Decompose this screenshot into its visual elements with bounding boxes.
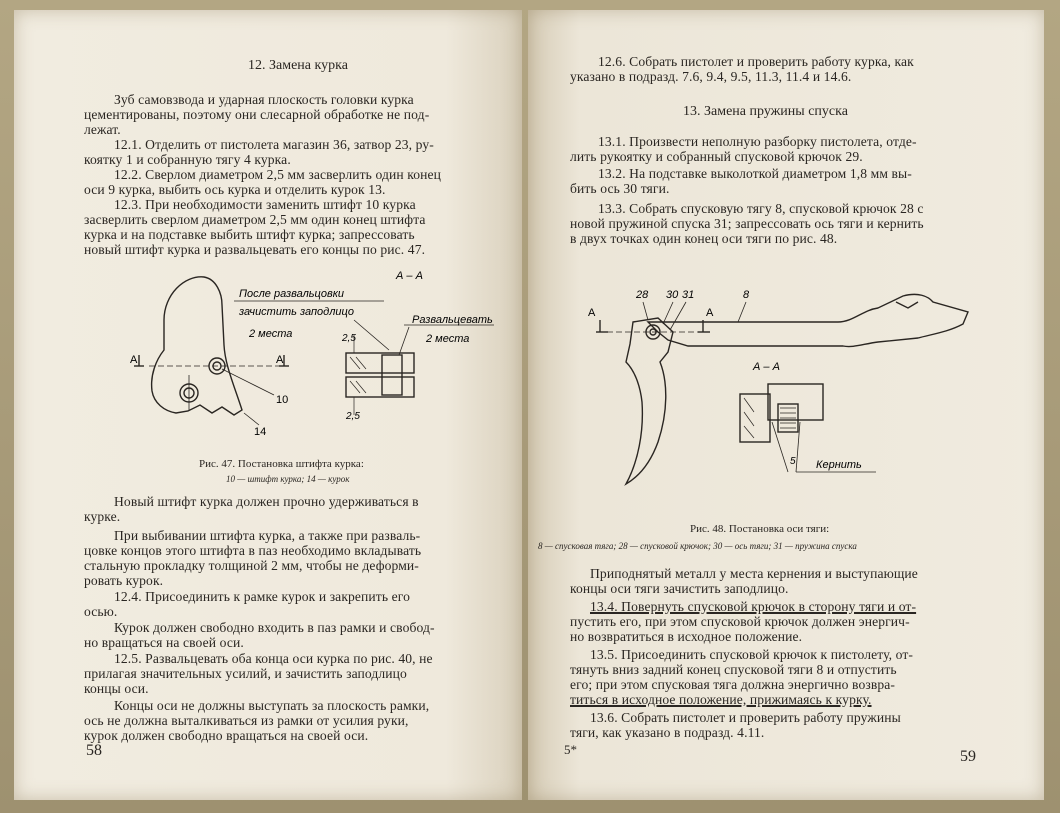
right-p134-line1: 13.4. Повернуть спусковой крючок в сторону тяги и от- [590,599,917,614]
left-page [14,10,522,800]
fig47-num10: 10 [276,394,289,406]
left-para3-line4: ровать курок. [84,573,164,588]
sec-spring [780,408,796,428]
hatch2 [356,357,366,369]
hatch2 [744,412,754,426]
fig47-num14: 14 [254,426,267,438]
fig47-note5: 2 места [426,333,470,345]
hatch3 [744,426,754,438]
left-para1-line3: лежат. [84,122,121,137]
right-p126-line2: указано в подразд. 7.6, 9.4, 9.5, 11.3, 11.4 и 14.6. [570,69,852,84]
fig47-note1: После развальцовки [239,288,345,300]
right-p136-line2: тяги, как указано в подразд. 4.11. [570,725,765,740]
left-p122-line1: 12.2. Сверлом диаметром 2,5 мм засверлить один конец [114,167,442,182]
right-p135-line1: 13.5. Присоединить спусковой крючок к пистолету, от- [590,647,913,662]
right-p133-line3: в двух точках один конец оси тяги по рис. 48. [570,231,838,246]
right-p131-line2: лить рукоятку и собранный спусковой крючок 29. [570,149,863,164]
left-p121-line1: 12.1. Отделить от пистолета магазин 36, затвор 23, ру- [114,137,434,152]
right-p126-line1: 12.6. Собрать пистолет и проверить работу курка, как [598,54,914,69]
right-p133-line2: новой пружиной спуска 31; запрессовать ось тяги и кернить [570,216,924,231]
leader-28 [643,302,648,320]
hammer-outline [152,277,242,415]
fig47-a-left: A [130,354,138,366]
right-p135-line4: титься в исходное положение, прижимаясь к курку. [570,692,872,707]
fig47-dim2: 2,5 [346,411,360,422]
hatch3 [350,381,360,393]
left-p123-line2: засверлить сверлом диаметром 2,5 мм один конец штифта [84,212,426,227]
section-upper [346,353,414,373]
figure-48 [578,272,998,502]
note-leader [354,320,389,350]
left-p123-line3: курка и на подставке выбить штифт курка; запрессовать [84,227,415,242]
signature-mark: 5* [564,742,577,757]
trigger-bar-outline [648,294,968,346]
left-p124-line2: осью. [84,604,118,619]
figure-47 [104,265,504,455]
left-para2-line2: курке. [84,509,121,524]
leader-31 [670,302,686,330]
fig47-legend: 10 — штифт курка; 14 — курок [226,474,350,484]
kern-leader1 [772,422,788,472]
left-p122-line2: оси 9 курка, выбить ось курка и отделить курок 13. [84,182,386,197]
fig47-dim1: 2,5 [342,333,356,344]
trigger-outline [626,318,673,484]
left-para3-line1: При выбивании штифта курка, а также при разваль- [114,528,421,543]
fig48-a-left: A [588,307,596,319]
right-para1-line1: Приподнятый металл у места кернения и выступающие [590,566,918,581]
left-para3-line2: цовке концов этого штифта в паз необходимо вкладывать [84,543,422,558]
section-13-heading: 13. Замена пружины спуска [683,104,848,119]
section-lower [346,377,414,397]
fig48-n8: 8 [743,289,750,301]
leader-14 [244,413,259,425]
hatch1 [744,398,754,412]
left-para4-line2: но вращаться на своей оси. [84,635,244,650]
right-p133-line1: 13.3. Собрать спусковую тягу 8, спусковой крючок 28 с [598,201,924,216]
fig47-note2: зачистить заподлицо [239,306,354,318]
fig48-aa-label: А – А [753,361,780,373]
fig48-note: Кернить [816,459,862,471]
sec-block-left [740,394,770,442]
leader-8 [738,302,746,322]
fig48-n28: 28 [636,289,649,301]
right-p132-line2: бить ось 30 тяги. [570,181,670,196]
fig47-note4: Развальцевать [412,314,493,326]
fig47-caption: Рис. 47. Постановка штифта курка: [199,458,364,470]
right-p134-line3: но возвратиться в исходное положение. [570,629,803,644]
fig48-n31: 31 [682,289,695,301]
left-para3-line3: стальную прокладку толщиной 2 мм, чтобы не деформи- [84,558,419,573]
fig48-legend: 8 — спусковая тяга; 28 — спусковой крючок; 30 — ось тяги; 31 — пружина спуска [538,541,857,551]
left-para1-line2: цементированы, поэтому они слесарной обработке не под- [84,107,430,122]
left-para2-line1: Новый штифт курка должен прочно удерживаться в [114,494,419,509]
left-para4-line1: Курок должен свободно входить в паз рамки и свобод- [114,620,435,635]
hatch4 [356,381,366,393]
hatch1 [350,357,360,369]
page-number-right: 59 [960,748,976,765]
leader-10 [222,369,274,395]
left-p125-line1: 12.5. Развальцевать оба конца оси курка по рис. 40, не [114,651,433,666]
section-12-heading: 12. Замена курка [248,58,348,73]
fig47-note3: 2 места [249,328,293,340]
right-para1-line2: концы оси тяги зачистить заподлицо. [570,581,789,596]
page-number-left: 58 [86,742,102,759]
note2-leader [399,327,409,355]
left-para5-line2: ось не должна выталкиваться из рамки от усилия руки, [84,713,409,728]
right-p136-line1: 13.6. Собрать пистолет и проверить работу пружины [590,710,901,725]
fig48-n30: 30 [666,289,679,301]
fig48-a-right: A [706,307,714,319]
right-p135-line3: его; при этом спусковая тяга должна энергично возвра- [570,677,895,692]
left-para1-line1: Зуб самовзвода и ударная плоскость головки курка [114,92,414,107]
left-p124-line1: 12.4. Присоединить к рамке курок и закрепить его [114,589,411,604]
fig48-caption: Рис. 48. Постановка оси тяги: [690,523,830,535]
fig47-a-right: A [276,354,284,366]
leader-30 [663,302,673,324]
left-p123-line4: новый штифт курка и развальцевать его концы по рис. 47. [84,242,426,257]
right-p132-line1: 13.2. На подставке выколоткой диаметром 1,8 мм вы- [598,166,912,181]
fig47-aa-label: А – А [396,270,423,282]
sec-block-top [768,384,823,420]
trigger-bar-notch [896,302,918,308]
left-p125-line2: прилагая значительных усилий, и зачистить заподлицо [84,666,407,681]
left-p123-line1: 12.3. При необходимости заменить штифт 10 курка [114,197,416,212]
fig48-dim: 5 [790,456,796,467]
right-page [528,10,1044,800]
left-p125-line3: концы оси. [84,681,149,696]
right-p135-line2: тянуть вниз задний конец спусковой тяги 8 и отпустить [570,662,897,677]
left-para5-line3: курок должен свободно вращаться на своей оси. [84,728,369,743]
left-para5-line1: Концы оси не должны выступать за плоскость рамки, [114,698,430,713]
right-p131-line1: 13.1. Произвести неполную разборку пистолета, отде- [598,134,917,149]
right-p134-line2: пустить его, при этом спусковой крючок должен энергич- [570,614,910,629]
section-pin [382,355,402,395]
left-p121-line2: коятку 1 и собранную тягу 4 курка. [84,152,291,167]
